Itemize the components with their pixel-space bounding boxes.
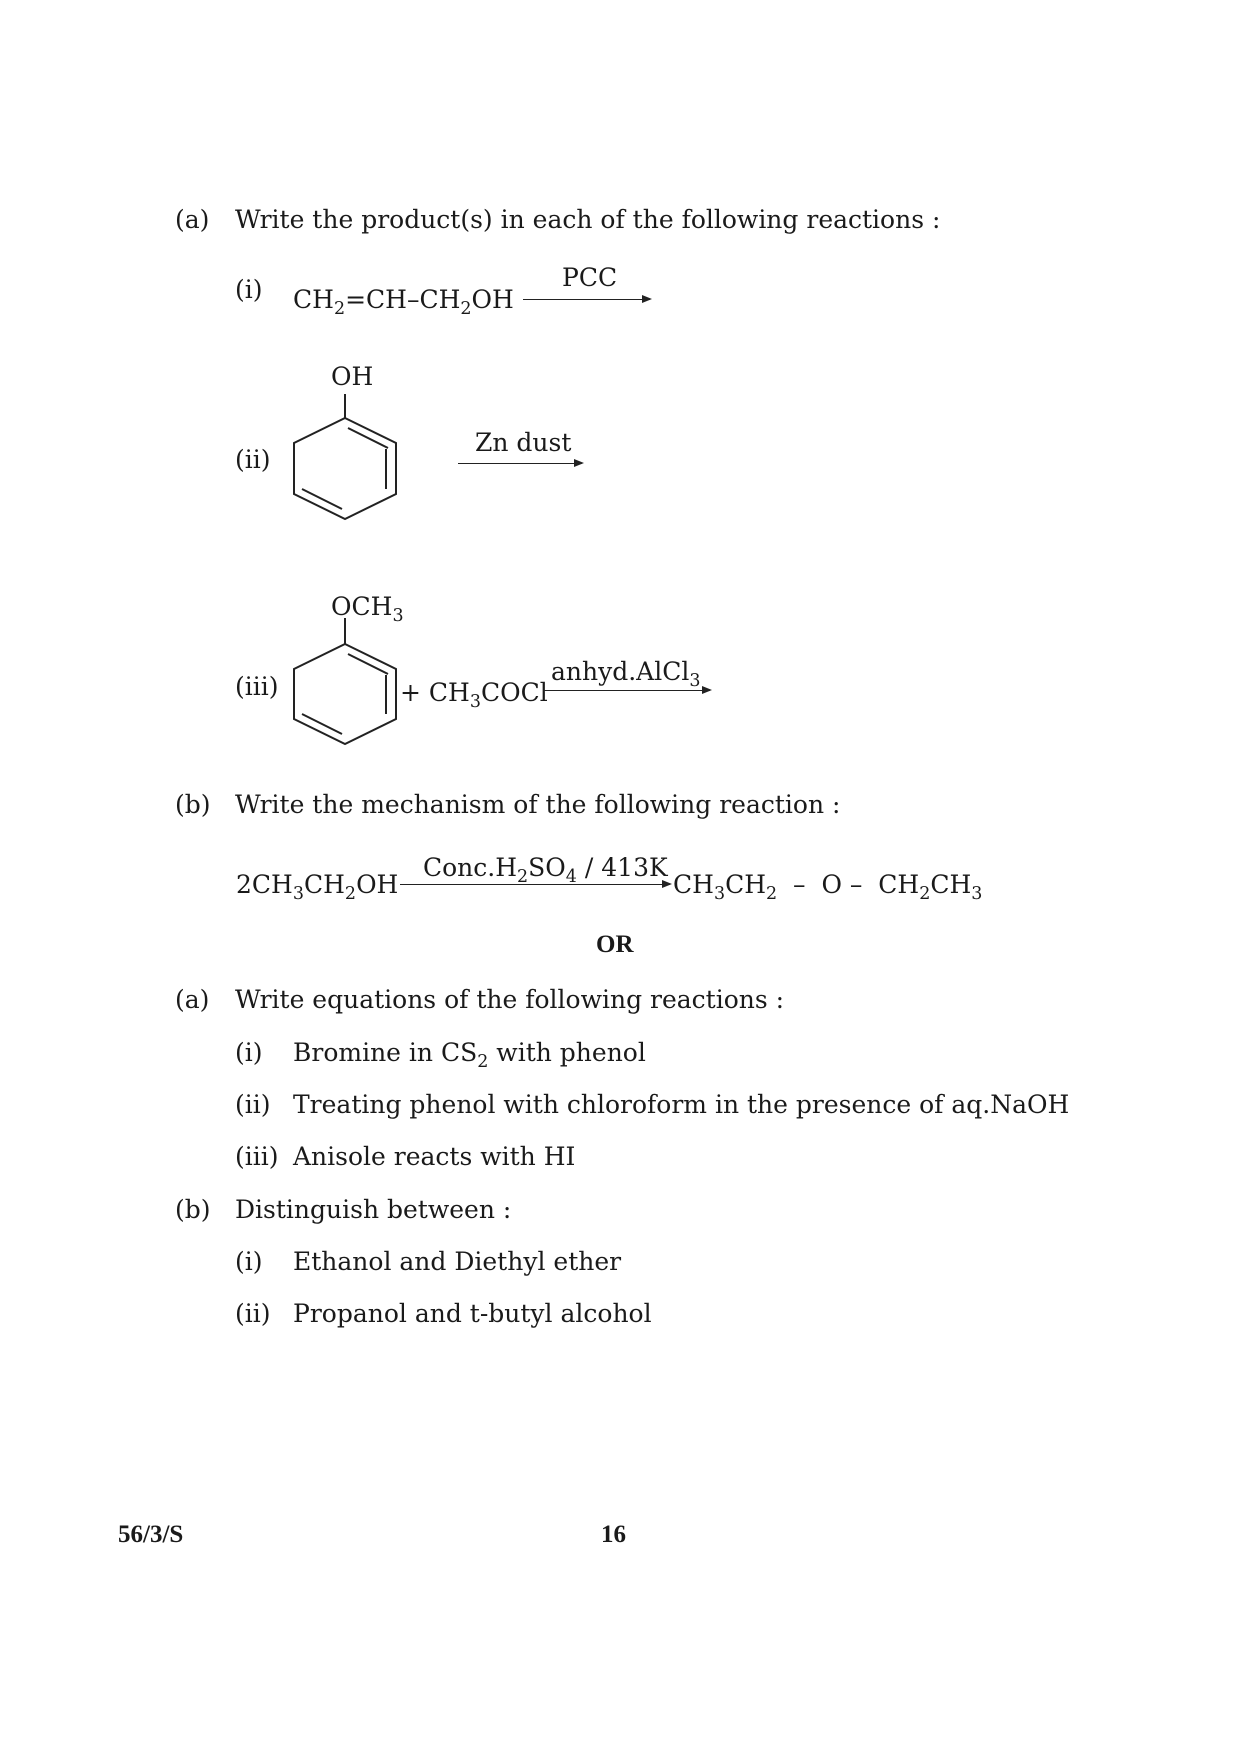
alt-a-item-i-text: Bromine in $CS_2$ with phenol [293, 1038, 646, 1073]
alt-b-label: (b) [175, 1195, 211, 1224]
paper-code: 56/3/S [118, 1521, 184, 1548]
alt-a-label: (a) [175, 985, 210, 1014]
alt-a-item-ii-label: (ii) [235, 1090, 271, 1119]
reaction-iii-substituent: $OCH_3$ [331, 592, 404, 627]
alt-b-item-ii-text: Propanol and t-butyl alcohol [293, 1299, 652, 1328]
part-a-label: (a) [175, 205, 210, 234]
reaction-iii-label: (iii) [235, 672, 279, 701]
reaction-i-label: (i) [235, 275, 263, 304]
reaction-ii-substituent: OH [331, 362, 374, 391]
mechanism-product: $CH_3CH_2$ – O – $CH_2CH_3$ [673, 870, 983, 905]
reaction-i-reactant: $CH_2=CH-CH_2OH$ [293, 285, 514, 320]
alt-a-item-i-label: (i) [235, 1038, 263, 1067]
alt-a-item-iii-label: (iii) [235, 1142, 279, 1171]
part-b-label: (b) [175, 790, 211, 819]
reaction-i-reagent: PCC [562, 263, 618, 292]
alt-b-item-ii-label: (ii) [235, 1299, 271, 1328]
part-b-prompt: Write the mechanism of the following reaction : [235, 790, 841, 819]
alt-a-prompt: Write equations of the following reactions : [235, 985, 785, 1014]
reaction-iii-plus-reagent: + $CH_3COCl$ [400, 678, 548, 713]
page-number: 16 [601, 1521, 626, 1548]
reaction-iii-reagent: anhyd.AlCl$_3$ [551, 657, 701, 692]
reaction-ii-reagent: Zn dust [475, 428, 572, 457]
or-divider: OR [596, 931, 634, 958]
alt-b-prompt: Distinguish between : [235, 1195, 512, 1224]
mechanism-reactant: $2CH_3CH_2OH$ [236, 870, 399, 905]
reaction-iii-arrow [543, 690, 710, 691]
mechanism-arrow [400, 884, 670, 885]
mechanism-reagent: $Conc.H_2SO_4 / 413K$ [423, 853, 668, 888]
alt-a-item-ii-text: Treating phenol with chloroform in the presence of aq.NaOH [293, 1090, 1070, 1119]
reaction-ii-label: (ii) [235, 445, 271, 474]
alt-b-item-i-text: Ethanol and Diethyl ether [293, 1247, 622, 1276]
alt-a-item-iii-text: Anisole reacts with HI [293, 1142, 576, 1171]
part-a-prompt: Write the product(s) in each of the following reactions : [235, 205, 941, 234]
alt-b-item-i-label: (i) [235, 1247, 263, 1276]
